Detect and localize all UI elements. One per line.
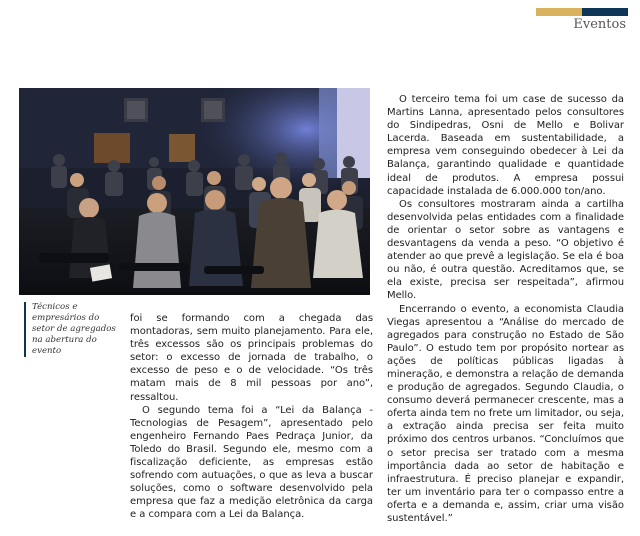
article-left-column bbox=[130, 312, 373, 522]
paragraph: Os consultores mostraram ainda a cartilha desenvolvida pelas entidades com a finalidade de orientar o setor sobre as vantagens e desvantagens da venda a peso. “O objetivo é atender ao que prevê a legislação. Se ela é boa ou não, é outra questão. Acreditamos que, se ela existe, precisa ser respeitada”, afirmou Mello. bbox=[387, 198, 624, 302]
section-title: Eventos bbox=[573, 17, 626, 32]
paragraph: O segundo tema foi a “Lei da Balança - Tecnologias de Pesagem”, apresentado pelo engenheiro Fernando Paes Pedraça Junior, da Toledo do Brasil. Segundo ele, mesmo com a fiscalização deficiente, as empresas estão sofrendo com autuações, o que as leva a buscar soluções, como o software desenvolvido pela empresa que faz a medição eletrônica da carga e a compara com a Lei da Balança. bbox=[130, 404, 373, 521]
paragraph: Encerrando o evento, a economista Claudia Viegas apresentou a “Análise do mercado de agregados para construção no Estado de São Paulo”. O estudo tem por propósito nortear as ações de políticas públicas ligadas à mineração, e demonstra a relação de demanda e produção de agregados. Segundo Claudia, o consumo deverá permanecer crescente, mas a oferta ainda tem no frete um limitador, ou seja, a extração ainda precisa ser feita muito próximo dos centros urbanos. “Concluímos que o setor precisa ser tratado com a mesma importância dada ao setor de habitação e infraestrutura. É preciso planejar e expandir, ter um inventário para ter o compasso entre a oferta e a demanda e, assim, criar uma visão sustentável.” bbox=[387, 303, 624, 524]
paragraph: O terceiro tema foi um case de sucesso da Martins Lanna, apresentado pelos consultores do Sindipedras, Osni de Mello e Bolivar Lacerda. Baseada em sustentabilidade, a empresa vem conseguindo obedecer à Lei da Balança, garantindo qualidade e quantidade ideal de produtos. A empresa possui capacidade instalada de 6.000.000 ton/ano. bbox=[387, 94, 624, 197]
header-accent-gold bbox=[536, 8, 582, 16]
photo-caption: Técnicos e empresários do setor de agregados na abertura do evento bbox=[24, 302, 124, 357]
event-photo bbox=[19, 88, 370, 295]
paragraph: foi se formando com a chegada das montadoras, sem muito planejamento. Para ele, três excessos são os principais problemas do setor: o excesso de jornada de trabalho, o excesso de peso e o de velocidade. “Os três matam mais de 8 mil pessoas por ano”, ressaltou. bbox=[130, 313, 373, 403]
header-accent-blue bbox=[582, 8, 628, 16]
article-right-column bbox=[387, 93, 624, 525]
